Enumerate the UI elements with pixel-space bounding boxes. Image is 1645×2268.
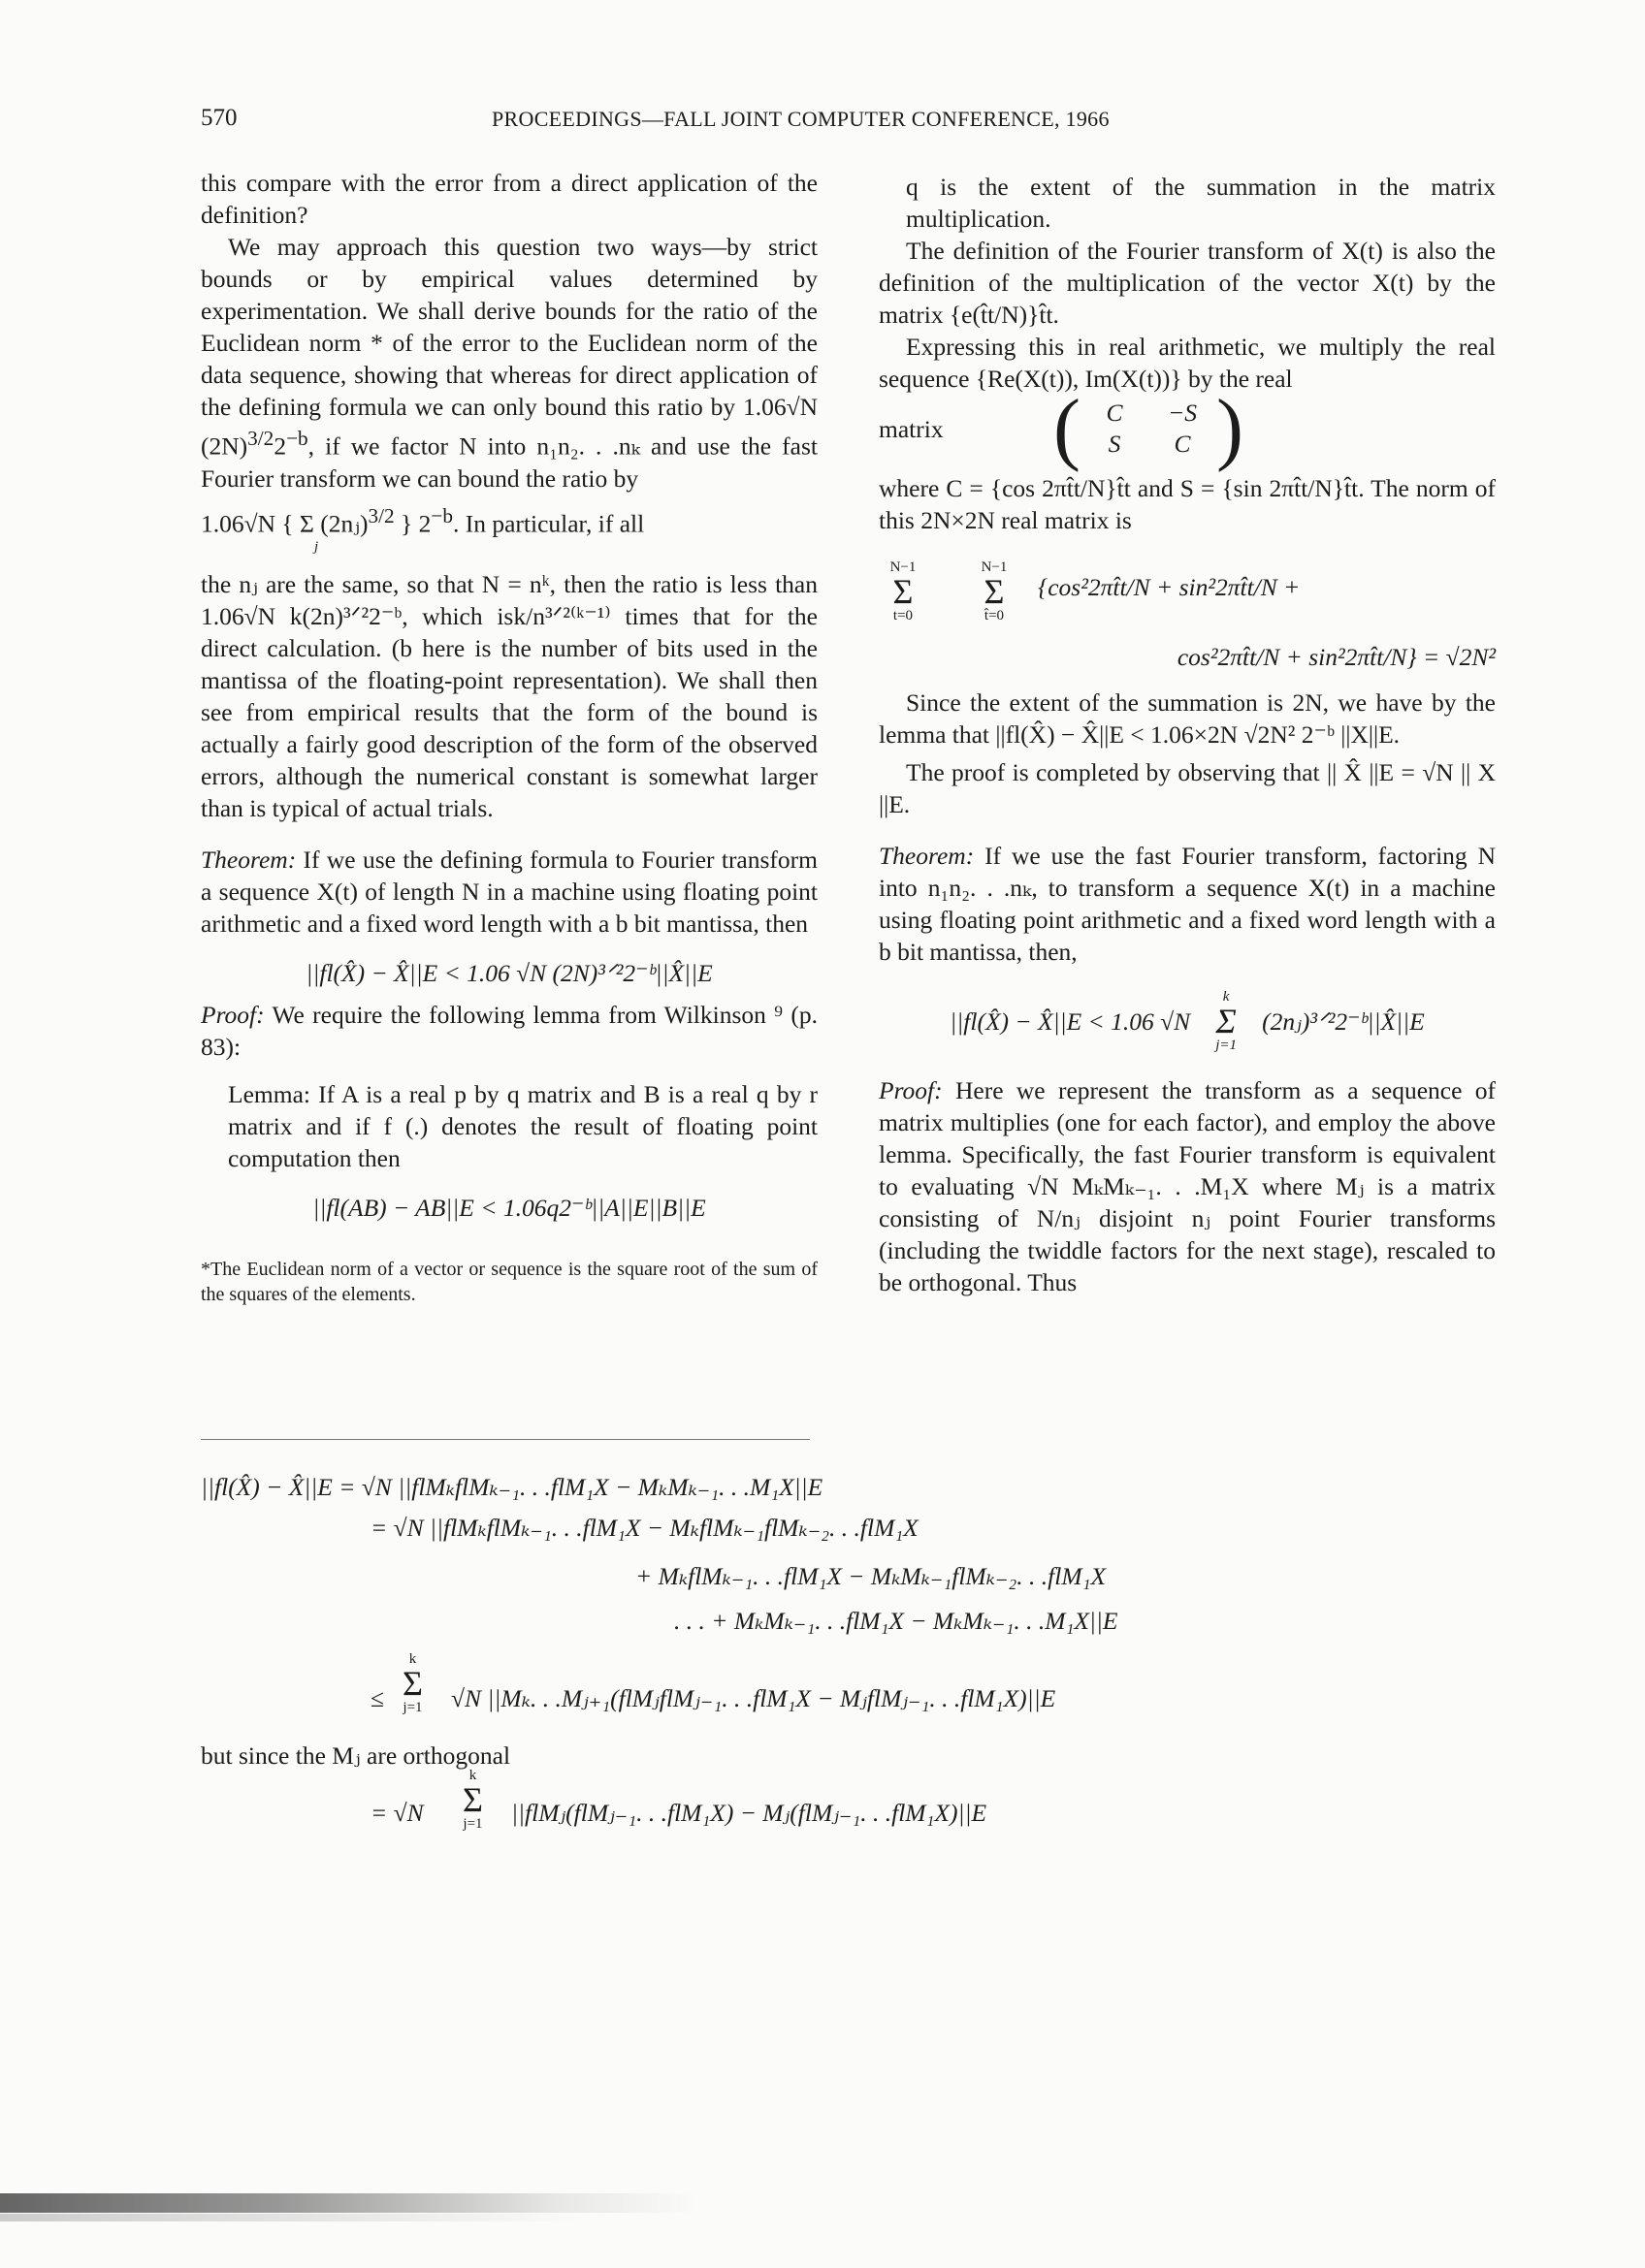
lemma: Lemma: If A is a real p by q matrix and B is a real q by r matrix and if f (.) denotes the result of floating point computation then <box>228 1080 818 1172</box>
matrix-cell: C <box>1106 399 1123 427</box>
theorem-text: If we use the defining formula to Fourier transform a sequence X(t) of length N in a machine using floating point arithmetic and a fixed word length with a b bit mantissa, then <box>201 846 818 938</box>
proof-text: Here we represent the transform as a sequence of matrix multiplies (one for each factor), and employ the above lemma. Specifically, the fast Fourier transform is equivalent to evaluating √N MₖMₖ₋₁. . .M₁X where Mⱼ is a matrix consisting of N/nⱼ disjoint nⱼ point Fourier transforms (including the twiddle factors for the next stage), rescaled to be orthogonal. Thus <box>879 1076 1496 1296</box>
sigma-symbol: Σ <box>403 1664 423 1703</box>
fft-theorem-equation <box>879 989 1496 1053</box>
text-run: } 2 <box>401 509 432 537</box>
sum-lower-limit: j=1 <box>463 1816 483 1832</box>
matrix <box>1053 383 1243 473</box>
sum-upper-limit: k <box>408 1651 417 1667</box>
paragraph: the nⱼ are the same, so that N = nᵏ, then the ratio is less than 1.06√N k(2n)³ᐟ²2⁻ᵇ, which isk/n³ᐟ²⁽ᵏ⁻¹⁾ times that for the direct calculation. (b here is the number of bits used in the mantissa of the floating-point representation). We shall then see from empirical results that the form of the bound is actually a fairly good description of the form of the observed errors, although the numerical constant is somewhat larger than is typical of actual trials. <box>201 570 818 822</box>
scan-edge-artifact <box>0 2214 582 2221</box>
sigma-symbol: Σ <box>984 572 1005 611</box>
page-number: 570 <box>201 105 238 131</box>
sum-upper-limit: k <box>468 1768 477 1783</box>
proof-text: We require the following lemma from Wilkinson ⁹ (p. 83): <box>201 1001 818 1061</box>
right-paren: ) <box>1215 383 1243 473</box>
text-run: 2 <box>274 431 287 461</box>
sum-1 <box>879 559 927 623</box>
double-sum <box>879 559 1496 623</box>
paragraph: The proof is completed by observing that || X̂ ||E = √N || X ||E. <box>879 758 1496 818</box>
theorem-text: If we use the fast Fourier transform, factoring N into n₁n₂. . .nₖ, to transform a sequence X(t) in a machine using floating point arithmetic and a fixed word length with a b bit mantissa, then, <box>879 842 1496 966</box>
sigma-symbol: Σ <box>1215 1002 1237 1040</box>
text-run: , if we factor N into n₁n₂. . .nₖ and use the fast Fourier transform we can bound the ratio by <box>201 431 818 493</box>
right-column <box>879 171 1496 1298</box>
paragraph: Since the extent of the summation is 2N, we have by the lemma that ||fl(X̂) − X̂||E < 1.06×2N √2N² 2⁻ᵇ ||X||E. <box>879 688 1496 749</box>
sum <box>1202 989 1250 1053</box>
sum-2 <box>970 559 1018 623</box>
matrix-label: matrix <box>879 414 944 443</box>
matrix-cell: C <box>1174 430 1191 458</box>
theorem <box>879 840 1496 968</box>
sigma-symbol: Σ <box>892 572 914 611</box>
superscript: 3/2 <box>368 503 395 527</box>
footnote: *The Euclidean norm of a vector or sequence is the square root of the sum of the squares of the elements. <box>201 1259 818 1305</box>
text-run: 1.06√N { Σ (2nⱼ) <box>201 509 369 537</box>
sum-upper-limit: N−1 <box>981 559 1008 575</box>
matrix-grid <box>1081 398 1216 460</box>
norm-expression-line1: {cos²2πt̂t/N + sin²2πt̂t/N + <box>1038 573 1301 601</box>
derivation-line-1: ||fl(X̂) − X̂||E = √N ||flMₖflMₖ₋₁. . .flM₁X − MₖMₖ₋₁. . .M₁X||E <box>201 1473 823 1501</box>
lemma-equation: ||fl(AB) − AB||E < 1.06q2⁻ᵇ||A||E||B||E <box>312 1194 706 1222</box>
equation-left: ||fl(X̂) − X̂||E < 1.06 √N <box>950 1006 1191 1036</box>
paragraph: Expressing this in real arithmetic, we multiply the real sequence {Re(X(t)), Im(X(t))} by the real <box>879 333 1496 393</box>
derivation-line-3: + MₖflMₖ₋₁. . .flM₁X − MₖMₖ₋₁flMₖ₋₂. . .flM₁X <box>635 1562 1107 1590</box>
sum-upper-limit: k <box>1222 989 1230 1005</box>
leq-symbol: ≤ <box>371 1684 384 1712</box>
theorem-equation: ||fl(X̂) − X̂||E < 1.06 √N (2N)³ᐟ²2⁻ᵇ||X̂||E <box>306 959 713 987</box>
footnote-divider <box>201 1439 810 1440</box>
paragraph <box>201 231 818 495</box>
sum <box>403 1651 423 1715</box>
real-matrix <box>879 383 1496 473</box>
superscript: 3/2 <box>247 427 274 450</box>
derivation-line-6: ||flMⱼ(flMⱼ₋₁. . .flM₁X) − Mⱼ(flMⱼ₋₁. . .flM₁X)||E <box>511 1799 987 1827</box>
journal-title: PROCEEDINGS—FALL JOINT COMPUTER CONFERENCE, 1966 <box>492 107 1110 131</box>
scan-edge-artifact <box>0 2193 698 2213</box>
superscript: −b <box>431 503 453 527</box>
paragraph: this compare with the error from a direct application of the definition? <box>201 169 818 229</box>
theorem-label: Theorem: <box>879 842 975 870</box>
theorem-label: Theorem: <box>201 846 297 874</box>
sum-lower-limit: t=0 <box>892 608 914 623</box>
superscript: −b <box>286 427 308 450</box>
derivation-line-4: . . . + MₖMₖ₋₁. . .flM₁X − MₖMₖ₋₁. . .M₁X||E <box>674 1607 1118 1635</box>
sum-lower-limit: j=1 <box>403 1700 423 1715</box>
derivation-line-5: √N ||Mₖ. . .Mⱼ₊₁(flMⱼflMⱼ₋₁. . .flM₁X − MⱼflMⱼ₋₁. . .flM₁X)||E <box>451 1684 1056 1712</box>
left-paren: ( <box>1053 383 1081 473</box>
derivation-line-2: = √N ||flMₖflMₖ₋₁. . .flM₁X − MₖflMₖ₋₁flMₖ₋₂. . .flM₁X <box>371 1514 919 1542</box>
proof <box>879 1074 1496 1298</box>
sum-lower-limit: t̂=0 <box>984 608 1005 623</box>
paragraph: where C = {cos 2πt̂t/N}t̂t and S = {sin 2πt̂t/N}t̂t. The norm of this 2N×2N real matrix is <box>879 474 1496 534</box>
text-run: We may approach this question two ways—by strict bounds or by empirical values determined by experimentation. We shall derive bounds for the ratio of the Euclidean norm * of the error to the Euclidean norm of the data sequence, showing that whereas for direct application of the defining formula we can only bound this ratio by 1.06√N (2N) <box>201 233 818 461</box>
sum-index: j <box>314 539 319 555</box>
norm-expression-line2: cos²2πt̂t/N + sin²2πt̂t/N} = √2N² <box>1177 643 1496 671</box>
paragraph: q is the extent of the summation in the matrix multiplication. <box>906 173 1496 233</box>
sigma-symbol: Σ <box>463 1780 483 1819</box>
proof <box>201 999 818 1063</box>
but-since-text: but since the Mⱼ are orthogonal <box>201 1741 511 1770</box>
inline-sum-line <box>201 500 818 540</box>
sum-upper-limit: N−1 <box>889 559 917 575</box>
paragraph: The definition of the Fourier transform of X(t) is also the definition of the multiplication of the vector X(t) by the matrix {e(t̂t/N)}t̂t. <box>879 237 1496 329</box>
left-column <box>201 167 818 1307</box>
running-header <box>201 105 1214 144</box>
theorem <box>201 844 818 940</box>
norm-equation <box>879 559 1496 673</box>
equation-right: (2nⱼ)³ᐟ²2⁻ᵇ||X̂||E <box>1262 1006 1425 1036</box>
proof-label: Proof: <box>879 1076 943 1104</box>
matrix-cell: S <box>1108 430 1121 458</box>
sum <box>463 1768 483 1832</box>
matrix-cell: −S <box>1168 399 1197 427</box>
sum-lower-limit: j=1 <box>1215 1038 1238 1053</box>
proof-label: Proof: <box>201 1001 265 1029</box>
text-run: . In particular, if all <box>452 509 645 537</box>
derivation-line-6-prefix: = √N <box>371 1799 424 1827</box>
